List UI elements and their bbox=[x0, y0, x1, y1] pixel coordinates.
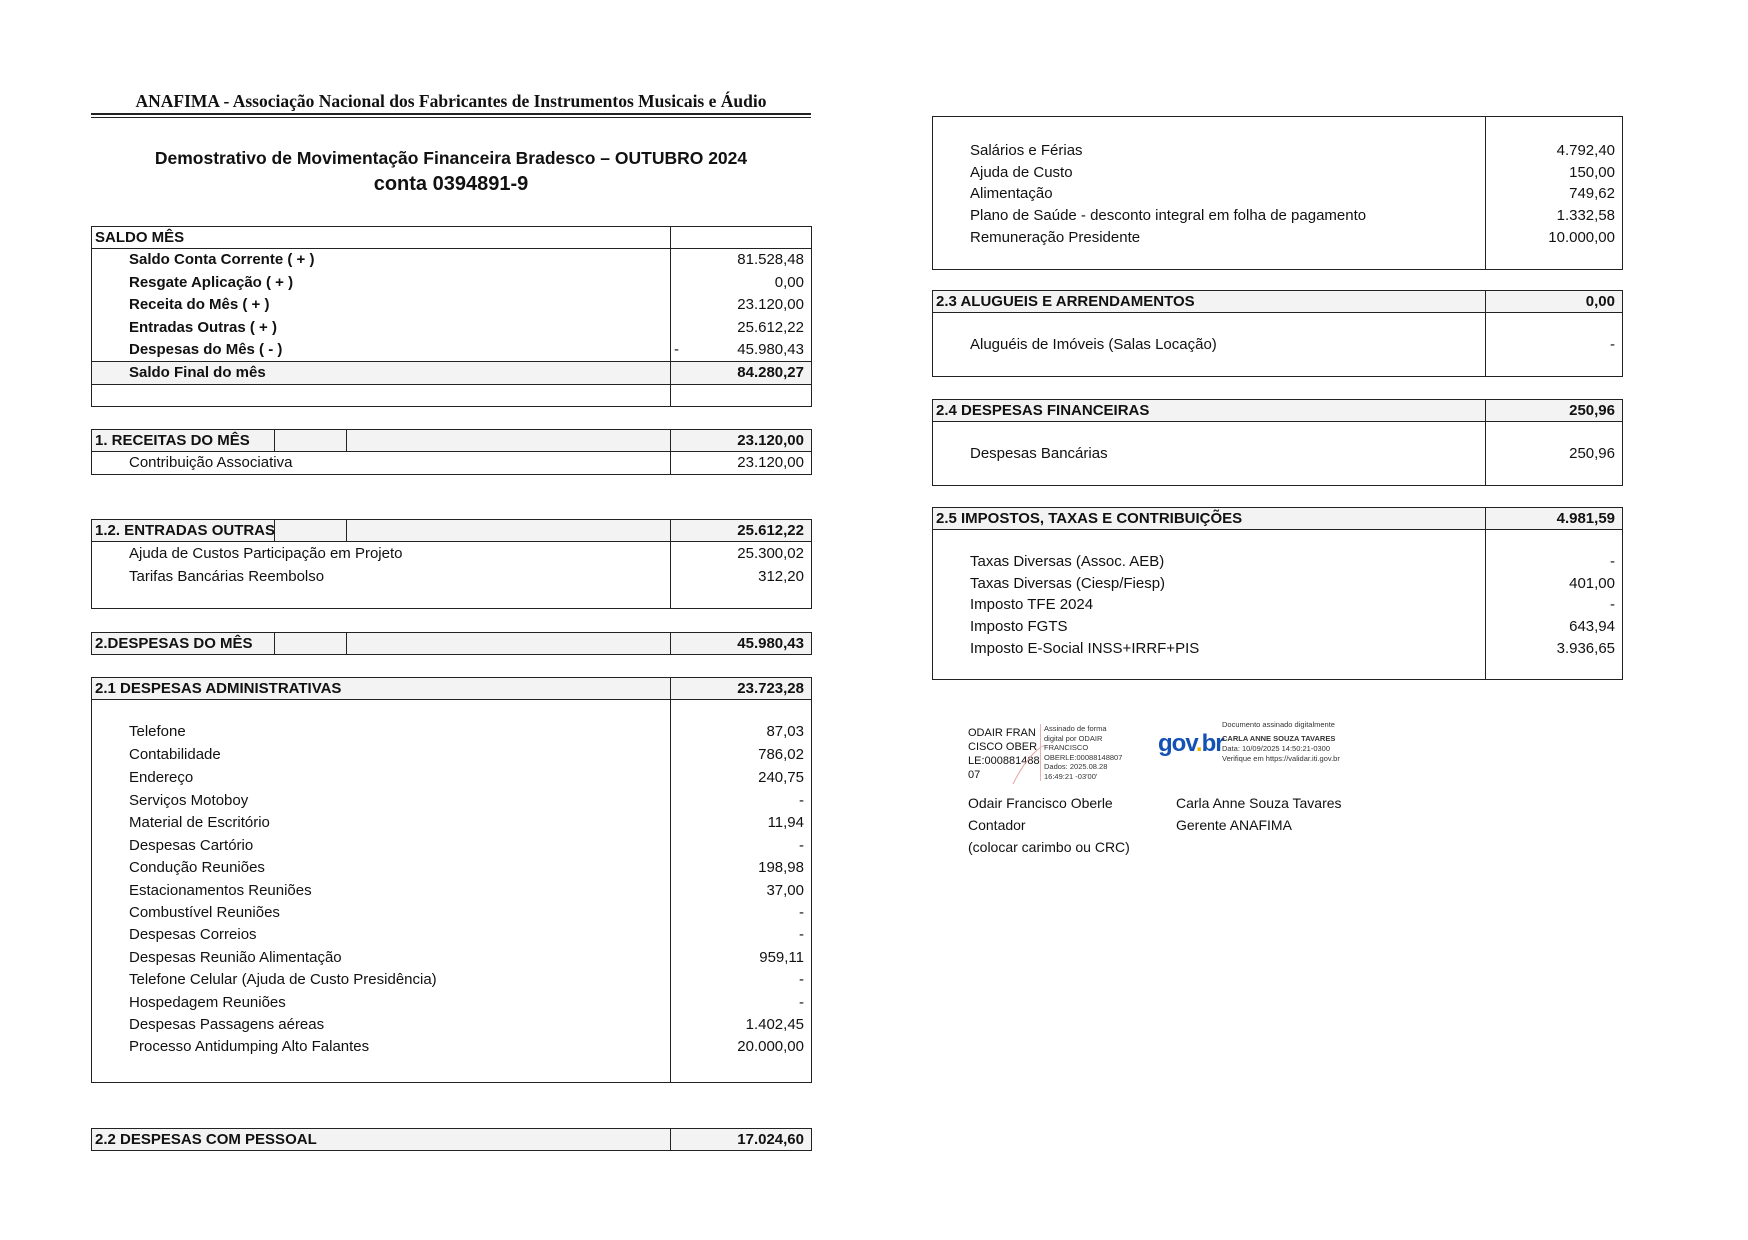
signature-gerente bbox=[1158, 720, 1398, 836]
gerente-name: Carla Anne Souza Tavares bbox=[1176, 795, 1342, 811]
row-value: 37,00 bbox=[766, 882, 804, 899]
row-value: - bbox=[799, 904, 804, 921]
alugueis-table bbox=[932, 290, 1623, 377]
table-row bbox=[92, 902, 811, 924]
row-value: 401,00 bbox=[1569, 575, 1615, 592]
row-value: 0,00 bbox=[774, 274, 804, 291]
row-value: 81.528,48 bbox=[737, 251, 804, 268]
saldo-final-row bbox=[92, 362, 811, 384]
row-label: Remuneração Presidente bbox=[970, 229, 1141, 246]
table-row bbox=[92, 969, 811, 991]
row-label: Contabilidade bbox=[129, 746, 221, 763]
row-label: Ajuda de Custos Participação em Projeto bbox=[129, 545, 403, 562]
table-row bbox=[92, 947, 811, 969]
header-rule-thin bbox=[91, 117, 811, 118]
saldo-heading: SALDO MÊS bbox=[95, 229, 185, 246]
contador-note: (colocar carimbo ou CRC) bbox=[968, 839, 1130, 855]
row-value: 1.332,58 bbox=[1556, 207, 1615, 224]
row-label: Serviços Motoboy bbox=[129, 792, 249, 809]
row-label: Despesas Bancárias bbox=[970, 445, 1108, 462]
row-label: Tarifas Bancárias Reembolso bbox=[129, 568, 325, 585]
table-row bbox=[933, 334, 1622, 356]
table-row bbox=[92, 812, 811, 834]
row-value: 11,94 bbox=[767, 814, 804, 831]
stamp-text: Assinado de forma digital por ODAIR FRANCISCO OBERLE:00088148807 Dados: 2025.08.28 16:49:21 -03'00' bbox=[1040, 724, 1112, 781]
administrativas-heading: 2.1 DESPESAS ADMINISTRATIVAS bbox=[95, 680, 342, 697]
table-row bbox=[92, 992, 811, 1014]
table-row bbox=[933, 205, 1622, 227]
entradas-heading-row bbox=[92, 520, 811, 541]
row-label: Hospedagem Reuniões bbox=[129, 994, 286, 1011]
receitas-table bbox=[91, 429, 812, 475]
row-label: Estacionamentos Reuniões bbox=[129, 882, 312, 899]
row-value: 23.120,00 bbox=[737, 454, 804, 471]
signature-contador bbox=[968, 724, 1148, 858]
row-label: Taxas Diversas (Ciesp/Fiesp) bbox=[970, 575, 1166, 592]
receitas-total: 23.120,00 bbox=[737, 432, 804, 449]
negative-sign: - bbox=[674, 341, 679, 358]
table-row bbox=[92, 566, 811, 588]
despesas-heading: 2.DESPESAS DO MÊS bbox=[95, 635, 253, 652]
table-row bbox=[933, 443, 1622, 465]
stamp-verify: Verifique em https://validar.iti.gov.br bbox=[1222, 754, 1340, 763]
row-label: Despesas Correios bbox=[129, 926, 257, 943]
financeiras-total: 250,96 bbox=[1569, 402, 1615, 419]
table-row bbox=[92, 339, 811, 361]
financeiras-heading-row bbox=[933, 400, 1622, 421]
row-value: 20.000,00 bbox=[737, 1038, 804, 1055]
row-label: Taxas Diversas (Assoc. AEB) bbox=[970, 553, 1165, 570]
financeiras-heading: 2.4 DESPESAS FINANCEIRAS bbox=[936, 402, 1150, 419]
table-row bbox=[933, 551, 1622, 573]
table-row bbox=[92, 767, 811, 789]
row-label: Alimentação bbox=[970, 185, 1053, 202]
row-value: - bbox=[1610, 336, 1615, 353]
table-row bbox=[933, 616, 1622, 638]
organization-name: ANAFIMA - Associação Nacional dos Fabricantes de Instrumentos Musicais e Áudio bbox=[135, 91, 767, 111]
row-label: Salários e Férias bbox=[970, 142, 1083, 159]
impostos-heading-row bbox=[933, 508, 1622, 529]
row-value: 25.612,22 bbox=[737, 319, 804, 336]
table-row bbox=[92, 880, 811, 902]
table-row bbox=[92, 721, 811, 743]
pessoal-heading-row bbox=[92, 1129, 811, 1150]
govbr-logo-icon: gov.br bbox=[1158, 730, 1224, 757]
row-label: Imposto TFE 2024 bbox=[970, 596, 1094, 613]
row-label: Entradas Outras ( + ) bbox=[129, 319, 277, 336]
despesas-total: 45.980,43 bbox=[737, 635, 804, 652]
row-value: - bbox=[799, 994, 804, 1011]
row-value: 25.300,02 bbox=[737, 545, 804, 562]
stamp-title: Documento assinado digitalmente bbox=[1222, 720, 1335, 729]
row-label: Plano de Saúde - desconto integral em folha de pagamento bbox=[970, 207, 1367, 224]
row-value: 45.980,43 bbox=[737, 341, 804, 358]
row-label: Combustível Reuniões bbox=[129, 904, 280, 921]
contador-name: Odair Francisco Oberle bbox=[968, 795, 1113, 811]
pessoal-table bbox=[932, 116, 1623, 270]
row-value: 87,03 bbox=[766, 723, 804, 740]
financeiras-table bbox=[932, 399, 1623, 486]
row-value: 312,20 bbox=[758, 568, 804, 585]
row-value: - bbox=[799, 792, 804, 809]
row-label: Despesas Passagens aéreas bbox=[129, 1016, 325, 1033]
pessoal-heading-table bbox=[91, 1128, 812, 1151]
entradas-heading: 1.2. ENTRADAS OUTRAS bbox=[95, 522, 276, 539]
receitas-heading: 1. RECEITAS DO MÊS bbox=[95, 432, 250, 449]
entradas-total: 25.612,22 bbox=[737, 522, 804, 539]
table-row bbox=[933, 183, 1622, 205]
row-value: 240,75 bbox=[758, 769, 804, 786]
account-number: conta 0394891-9 bbox=[373, 173, 529, 195]
alugueis-heading: 2.3 ALUGUEIS E ARRENDAMENTOS bbox=[936, 293, 1195, 310]
table-row bbox=[933, 140, 1622, 162]
alugueis-heading-row bbox=[933, 291, 1622, 312]
row-value: 749,62 bbox=[1569, 185, 1615, 202]
row-label: Resgate Aplicação ( + ) bbox=[129, 274, 294, 291]
table-row bbox=[92, 790, 811, 812]
pessoal-total: 17.024,60 bbox=[737, 1131, 804, 1148]
gerente-role: Gerente ANAFIMA bbox=[1176, 817, 1292, 833]
row-label: Imposto E-Social INSS+IRRF+PIS bbox=[970, 640, 1200, 657]
table-row bbox=[92, 452, 811, 474]
table-row bbox=[92, 294, 811, 316]
row-value: 4.792,40 bbox=[1556, 142, 1615, 159]
row-label: Condução Reuniões bbox=[129, 859, 265, 876]
saldo-heading-row bbox=[92, 227, 811, 249]
row-label: Receita do Mês ( + ) bbox=[129, 296, 270, 313]
administrativas-heading-row bbox=[92, 678, 811, 699]
table-row bbox=[92, 543, 811, 565]
receitas-heading-row bbox=[92, 430, 811, 451]
impostos-total: 4.981,59 bbox=[1556, 510, 1615, 527]
administrativas-total: 23.723,28 bbox=[737, 680, 804, 697]
digital-stamp-gerente bbox=[1158, 720, 1398, 788]
despesas-table bbox=[91, 632, 812, 655]
row-label: Saldo Conta Corrente ( + ) bbox=[129, 251, 315, 268]
table-row bbox=[933, 638, 1622, 660]
table-row bbox=[933, 227, 1622, 249]
stamp-signer: CARLA ANNE SOUZA TAVARES bbox=[1222, 734, 1336, 743]
digital-stamp-contador bbox=[968, 724, 1148, 786]
row-value: 959,11 bbox=[759, 949, 804, 966]
header-rule-thick bbox=[91, 113, 811, 115]
row-label: Aluguéis de Imóveis (Salas Locação) bbox=[970, 336, 1217, 353]
entradas-table bbox=[91, 519, 812, 609]
table-row bbox=[933, 162, 1622, 184]
row-value: 150,00 bbox=[1569, 164, 1615, 181]
row-label: Despesas Cartório bbox=[129, 837, 254, 854]
despesas-heading-row bbox=[92, 633, 811, 654]
impostos-table bbox=[932, 507, 1623, 680]
row-label: Endereço bbox=[129, 769, 194, 786]
row-value: 198,98 bbox=[758, 859, 804, 876]
row-value: - bbox=[1610, 596, 1615, 613]
table-row bbox=[933, 573, 1622, 595]
row-value: 643,94 bbox=[1569, 618, 1615, 635]
row-value: - bbox=[799, 926, 804, 943]
table-row bbox=[92, 744, 811, 766]
row-value: 786,02 bbox=[758, 746, 804, 763]
table-row bbox=[92, 857, 811, 879]
saldo-final-value: 84.280,27 bbox=[737, 364, 804, 381]
pessoal-heading: 2.2 DESPESAS COM PESSOAL bbox=[95, 1131, 317, 1148]
table-row bbox=[92, 1036, 811, 1058]
row-value: 23.120,00 bbox=[737, 296, 804, 313]
administrativas-table bbox=[91, 677, 812, 1083]
impostos-heading: 2.5 IMPOSTOS, TAXAS E CONTRIBUIÇÕES bbox=[936, 510, 1243, 527]
row-label: Telefone bbox=[129, 723, 186, 740]
row-label: Despesas Reunião Alimentação bbox=[129, 949, 342, 966]
row-value: 10.000,00 bbox=[1548, 229, 1615, 246]
row-value: - bbox=[1610, 553, 1615, 570]
row-value: - bbox=[799, 837, 804, 854]
table-row bbox=[933, 594, 1622, 616]
row-value: - bbox=[799, 971, 804, 988]
saldo-table bbox=[91, 226, 812, 407]
row-label: Processo Antidumping Alto Falantes bbox=[129, 1038, 370, 1055]
table-row bbox=[92, 924, 811, 946]
saldo-final-label: Saldo Final do mês bbox=[129, 364, 266, 381]
table-row bbox=[92, 835, 811, 857]
row-label: Material de Escritório bbox=[129, 814, 270, 831]
row-value: 250,96 bbox=[1569, 445, 1615, 462]
table-row bbox=[92, 272, 811, 294]
alugueis-total: 0,00 bbox=[1585, 293, 1615, 310]
row-label: Contribuição Associativa bbox=[129, 454, 293, 471]
document-title: Demostrativo de Movimentação Financeira Bradesco – OUTUBRO 2024 bbox=[154, 148, 748, 168]
stamp-name: ODAIR FRANCISCO OBERLE:00088148807 bbox=[968, 727, 1040, 781]
row-value: 3.936,65 bbox=[1556, 640, 1615, 657]
table-row bbox=[92, 1014, 811, 1036]
row-label: Despesas do Mês ( - ) bbox=[129, 341, 283, 358]
contador-role: Contador bbox=[968, 817, 1026, 833]
stamp-block bbox=[1222, 720, 1402, 764]
row-label: Telefone Celular (Ajuda de Custo Presidência) bbox=[129, 971, 437, 988]
row-label: Imposto FGTS bbox=[970, 618, 1068, 635]
stamp-date: Data: 10/09/2025 14:50:21-0300 bbox=[1222, 744, 1331, 753]
row-value: 1.402,45 bbox=[745, 1016, 804, 1033]
table-row bbox=[92, 317, 811, 339]
row-label: Ajuda de Custo bbox=[970, 164, 1073, 181]
table-row bbox=[92, 249, 811, 271]
